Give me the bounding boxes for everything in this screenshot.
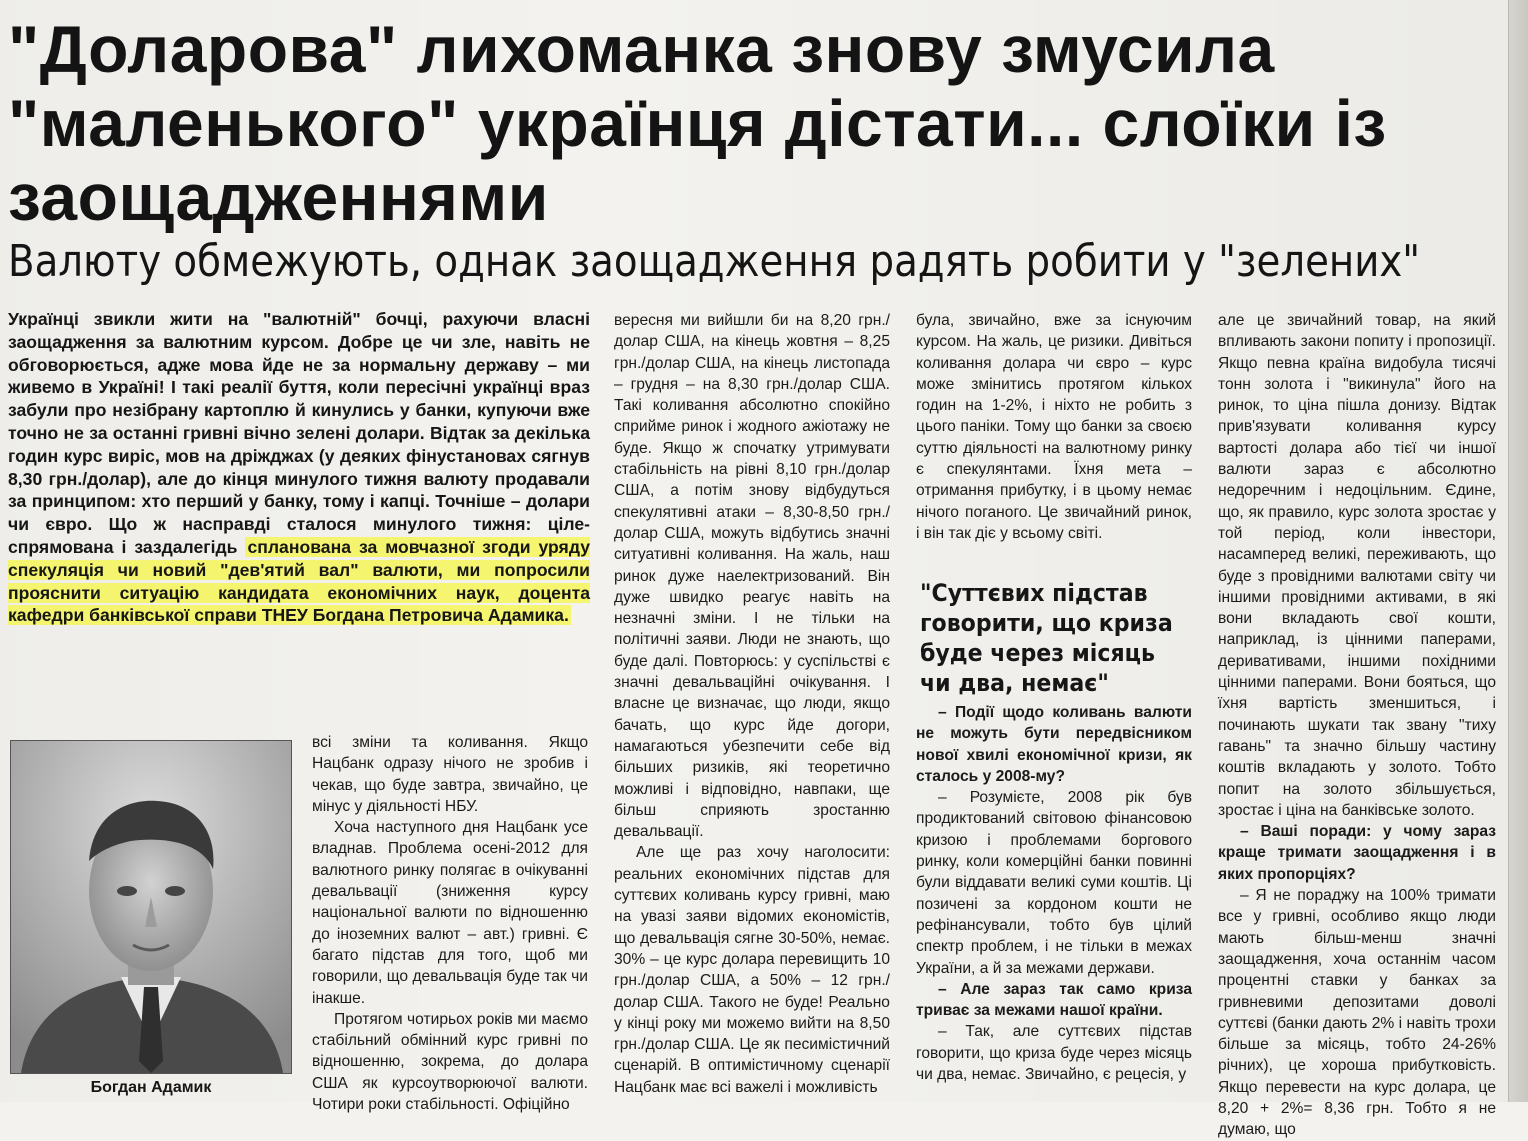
- lead-highlighted-text: спланована за мовчазної згоди уряду спекуляція чи новий "дев'ятий вал" валюти, ми попросили прояснити ситуацію кандидата економічних наук, доцента кафедри банківської справи ТНЕУ Богдана Петровича Адамика.: [8, 536, 590, 626]
- lead-text: Українці звикли жити на "валютній" бочці, рахуючи власні заощадження за валютним курсом. Добре це чи зле, навіть не обговорюється, адже мова йде не за нормальну державу – ми живемо в Україні! І такі реалії буття, коли пересічні українці враз забули про незібрану картоплю й кинулись у банки, купуючи вже точно не за останні гривні вічно зелені долари. Відтак за декілька годин курс виріс, мов на дріжджах (у деяких фінустановах сягнув 8,30 грн./долар), але до кінця минулого тижня валюту продавали за принципом: хто перший у банку, тому і капці. Точніше – долари чи євро. Що ж насправді сталося минулого тижня: цілеспрямована і заздалегідь: [8, 309, 590, 557]
- article-column-3-bottom: [916, 702, 1192, 1085]
- photo-caption: Богдан Адамик: [90, 1079, 212, 1096]
- interview-question: – Але зараз так само криза триває за межами нашої країни.: [916, 980, 1192, 1020]
- column-3-paragraph: була, звичайно, вже за існуючим курсом. На жаль, це ризики. Дивіться коливання долара чи євро – курс може змінитись протягом кількох годин на 1-2%, і ніхто не робить з цього паніки. Тому що банки за своєю суттю діяльності на валютному ринку є спекулянтами. Їхня мета – отримання прибутку, і в цьому немає нічого поганого. Це звичайний ринок, і він так діє у всьому світі.: [916, 312, 1192, 542]
- column-4-paragraph: але це звичайний товар, на який впливають закони попиту і пропозиції. Якщо певна країна видобула тисячі тонн золота і "викинула" його на ринок, то ціна пішла донизу. Відтак прив'язувати коливання курсу вартості долара або тієї чи іншої валюти зараз є абсолютно недоречним і недоцільним. Єдине, що, як правило, курс золота зростає у той період, коли інвестори, насамперед великі, переживають, що буде з провідними валютами світу чи іншими провідними активами, в які вони вкладають свої кошти, наприклад, із цінними паперами, деривативами, іншими похідними цінними паперами. Вони бояться, що їхня вартість зменшиться, і починають шукати так звану "тиху гавань" та значно більшу частину коштів вкладають у золото. Тобто попит на золото збільшується, зростає і ціна на банківське золото.: [1218, 312, 1496, 819]
- column-1-paragraph: всі зміни та коливання. Якщо Нацбанк одразу нічого не зробив і чекав, що буде завтра, звичайно, це мінус у діяльності НБУ.: [312, 734, 588, 815]
- interview-answer: – Так, але суттєвих підстав говорити, що криза буде через місяць чи два, немає. Звичайно, є рецесія, у: [916, 1023, 1192, 1084]
- column-1-paragraph: Протягом чотирьох років ми маємо стабільний обмінний курс гривні по відношенню, зокрема, до долара США як курсоутворюючої валюти. Чотири роки стабільності. Офіційно: [312, 1010, 588, 1114]
- article-column-2: [614, 310, 890, 1098]
- portrait-illustration: [11, 741, 291, 1073]
- article-lead: [8, 308, 590, 627]
- column-2-paragraph: вересня ми вийшли би на 8,20 грн./долар США, на кінець жовтня – 8,25 грн./долар США, на кінець листопада – грудня – на 8,30 грн./долар США. Такі коливання абсолютно спокійно сприйме ринок і жодного ажіотажу не буде. Якщо ж спочатку утримувати стабільність на рівні 8,10 грн./долар США, а потім знову відбудуться спекулятивні атаки – 8,30-8,50 грн./долар США, можуть відбутись значні ситуативні коливання. На жаль, наш ринок дуже наелектризований. Він дуже швидко реагує навіть на незначні зміни. І не тільки на політичні заяви. Люди не знають, що буде далі. Повторюсь: у суспільстві є значні девальваційні очікування. І власне це визначає, що люди, якщо бачать, що курс йде догори, намагаються убезпечити себе від більших ризиків, які теоретично можливі і відповідно, навпаки, ще більш сприяють зростанню девальвації.: [614, 312, 890, 841]
- column-1-paragraph: Хоча наступного дня Нацбанк усе владнав. Проблема осені-2012 для валютного ринку полягає в очікуванні девальвації (зниження курсу національної валюти по відношенню до іноземних валют – авт.) гривні. Є багато підстав для того, щоб ми говорили, що девальвація буде так чи інакше.: [312, 819, 588, 1007]
- article-column-1: [312, 732, 588, 1115]
- interview-question: – Ваші поради: у чому зараз краще тримати заощадження і в яких пропорціях?: [1218, 823, 1496, 883]
- article-headline: "Доларова" лихоманка знову змусила "маленького" українця дістати... слоїки із заощадженнями: [8, 12, 1387, 234]
- column-2-paragraph: Але ще раз хочу наголосити: реальних економічних підстав для суттєвих коливань курсу гривні, маю на увазі заяви відомих економістів, що девальвація сягне 30-50%, немає. 30% – це курс долара перевищить 10 грн./долар США, а 50% – 12 грн./долар США. Такого не буде! Реально у кінці року ми можемо вийти на 8,50 грн./долар США. Це як песимістичний сценарій. В оптимістичному сценарії Нацбанк має всі важелі і можливість: [614, 844, 890, 1096]
- author-photo: [10, 740, 292, 1074]
- adjacent-page-edge: [1508, 0, 1528, 1102]
- article-column-3-top: [916, 310, 1192, 544]
- interview-answer: – Розумієте, 2008 рік був продиктований світовою фінансовою кризою і проблемами боргового ринку, коли комерційні банки повинні були віддавати великі суми коштів. Ці позичені за кордоном кошти не рефінансували, тобто був цілий спектр проблем, і не тільки в межах України, а й за межами держави.: [916, 789, 1192, 977]
- interview-answer: – Я не пораджу на 100% тримати все у гривні, особливо якщо люди мають більш-менш значні заощадження, хоча останнім часом процентні ставки у банках за гривневими депозитами доволі суттєві (банки дають 2% і навіть трохи більше за місяць, тобто 24-26% річних), це хороша прибутковість. Якщо перевести на курс долара, це 8,20 + 2%= 8,36 грн. Тобто я не думаю, що: [1218, 887, 1496, 1139]
- article-column-4: [1218, 310, 1496, 1141]
- article-subheadline: Валюту обмежують, однак заощадження радять робити у "зелених": [8, 236, 1421, 287]
- interview-question: – Події щодо коливань валюти не можуть бути передвісником нової хвилі економічної кризи, як сталось у 2008-му?: [916, 704, 1192, 785]
- interview-intertitle: "Суттєвих підстав говорити, що криза буде через місяць чи два, немає": [920, 579, 1173, 697]
